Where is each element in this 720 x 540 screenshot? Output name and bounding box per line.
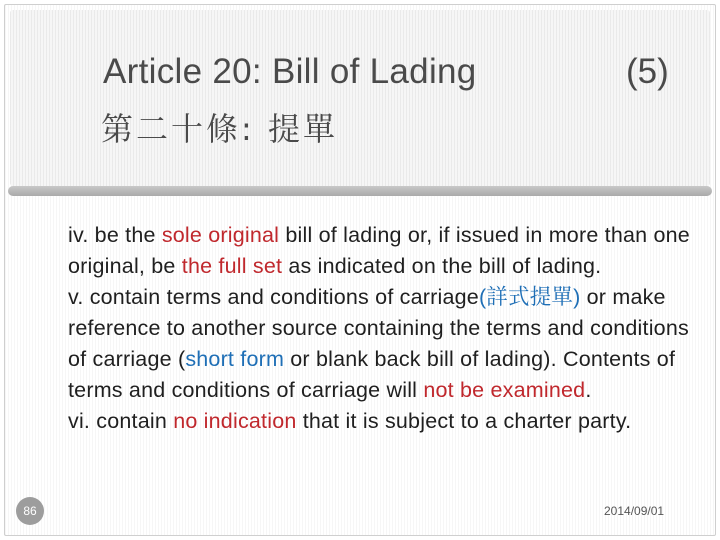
slide-body: [38, 220, 698, 437]
item-iv-highlight-2: the full set: [181, 254, 283, 278]
title-panel: [10, 10, 710, 186]
item-v-text-3: or blank back bill of lading). Contents of terms and conditions of carriage will: [68, 347, 676, 402]
item-vi-text-3: .: [625, 409, 632, 433]
item-v-text-4: .: [585, 378, 592, 402]
item-iv-text-3: as indicated on the bill of lading.: [282, 254, 602, 278]
item-v-text-1: v. contain terms and conditions of carriage: [68, 285, 479, 309]
item-vi: [38, 406, 698, 437]
item-v: [38, 282, 698, 406]
item-v-highlight-1: (詳式提單): [478, 285, 581, 309]
slide-date: 2014/09/01: [604, 504, 665, 518]
item-v-highlight-2: short form: [185, 347, 285, 371]
item-vi-text-2: that it is subject to a charter party: [296, 409, 626, 433]
item-iv-text-1: iv. be the: [68, 223, 162, 247]
item-vi-text-1: vi. contain: [68, 409, 174, 433]
slide-title-number: (5): [626, 52, 669, 91]
title-divider: [8, 186, 712, 196]
item-iv-text-2: bill of lading or, if issued in more than one original, be: [68, 223, 690, 278]
item-iv: [38, 220, 698, 282]
item-v-highlight-3: not be examined: [423, 378, 586, 402]
item-vi-highlight-1: no indication: [173, 409, 297, 433]
slide-title-chinese: 第二十條: 提單: [101, 110, 338, 148]
item-v-text-2: or make reference to another source containing the terms and conditions of carriage (: [68, 285, 689, 371]
page-number-badge: 86: [16, 497, 44, 525]
slide-title: Article 20: Bill of Lading: [103, 52, 477, 91]
item-iv-highlight-1: sole original: [161, 223, 280, 247]
